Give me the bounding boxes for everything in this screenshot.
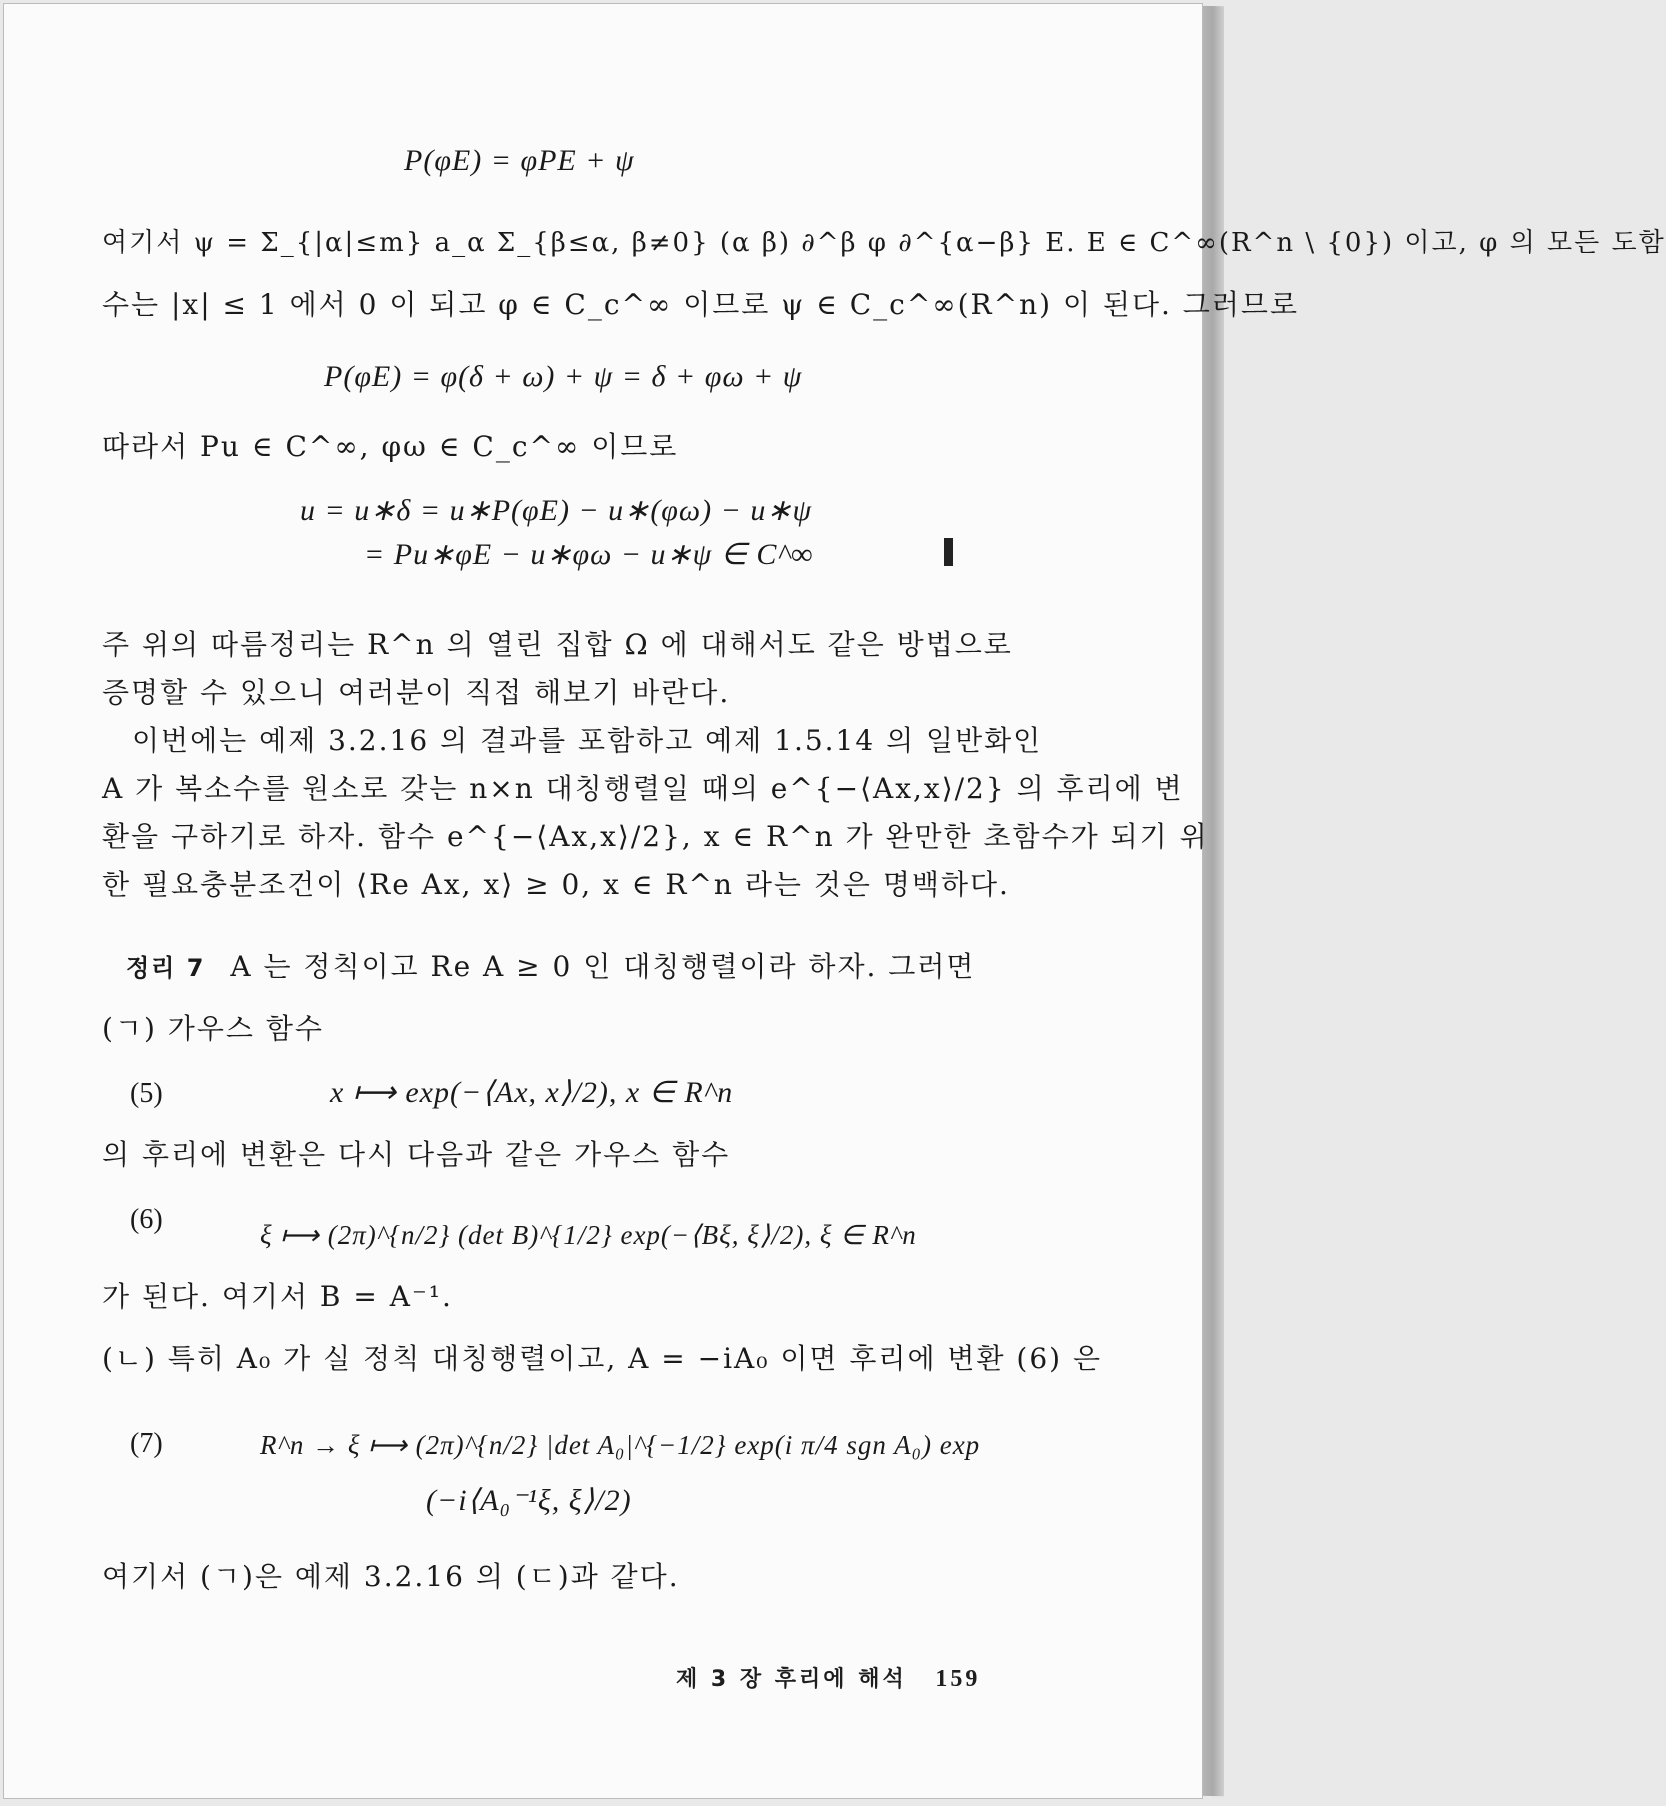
paragraph-line-3: 환을 구하기로 하자. 함수 e^{−⟨Ax,x⟩/2}, x ∈ R^n 가 완만한 초함수가 되기 위: [102, 820, 1209, 853]
equation-6: ξ ⟼ (2π)^{n/2} (det B)^{1/2} exp(−⟨Bξ, ξ⟩/2), ξ ∈ R^n: [260, 1220, 917, 1250]
chapter-title: 제 3 장 후리에 해석: [676, 1667, 907, 1692]
theorem-body: A 는 정칙이고 Re A ≥ 0 인 대칭행렬이라 하자. 그러면: [230, 950, 976, 983]
paragraph-line-1: 이번에는 예제 3.2.16 의 결과를 포함하고 예제 1.5.14 의 일반화인: [132, 724, 1043, 757]
theorem-part-b: (ㄴ) 특히 A₀ 가 실 정칙 대칭행렬이고, A = −iA₀ 이면 후리에 변환 (6) 은: [102, 1342, 1103, 1375]
text-line-4: 따라서 Pu ∈ C^∞, φω ∈ C_c^∞ 이므로: [102, 430, 679, 463]
theorem-heading: 정리 7: [126, 954, 206, 982]
theorem-statement: [126, 950, 975, 985]
equation-1: P(φE) = φPE + ψ: [404, 144, 635, 177]
equation-label-7: (7): [130, 1428, 163, 1459]
equation-7a: R^n → ξ ⟼ (2π)^{n/2} |det A₀|^{−1/2} exp(i π/4 sgn A₀) exp: [260, 1430, 981, 1460]
closing-line: 여기서 (ㄱ)은 예제 3.2.16 의 (ㄷ)과 같다.: [102, 1560, 680, 1593]
qed-mark: [944, 538, 953, 566]
equation-2: P(φE) = φ(δ + ω) + ψ = δ + φω + ψ: [324, 360, 803, 393]
text-line-3: 수는 |x| ≤ 1 에서 0 이 되고 φ ∈ C_c^∞ 이므로 ψ ∈ C_c^∞(R^n) 이 된다. 그러므로: [102, 288, 1299, 321]
page-number: 159: [935, 1666, 981, 1692]
book-page: [3, 3, 1666, 1799]
paragraph-line-2: A 가 복소수를 원소로 갖는 n×n 대칭행렬일 때의 e^{−⟨Ax,x⟩/2} 의 후리에 변: [102, 772, 1184, 805]
equation-3a: u = u∗δ = u∗P(φE) − u∗(φω) − u∗ψ: [300, 494, 813, 527]
remark-line-1: 주 위의 따름정리는 R^n 의 열린 집합 Ω 에 대해서도 같은 방법으로: [102, 628, 1013, 661]
equation-label-5: (5): [130, 1078, 163, 1109]
equation-7b: (−i⟨A₀⁻¹ξ, ξ⟩/2): [426, 1484, 632, 1517]
text-after-5: 의 후리에 변환은 다시 다음과 같은 가우스 함수: [102, 1138, 731, 1171]
page-footer: [676, 1662, 980, 1693]
equation-5: x ⟼ exp(−⟨Ax, x⟩/2), x ∈ R^n: [330, 1076, 734, 1109]
remark-line-2: 증명할 수 있으니 여러분이 직접 해보기 바란다.: [102, 676, 731, 709]
equation-3b: = Pu∗φE − u∗φω − u∗ψ ∈ C^∞: [364, 538, 814, 571]
theorem-part-a: (ㄱ) 가우스 함수: [102, 1012, 324, 1045]
equation-label-6: (6): [130, 1204, 163, 1235]
paragraph-line-4: 한 필요충분조건이 ⟨Re Ax, x⟩ ≥ 0, x ∈ R^n 라는 것은 명백하다.: [102, 868, 1010, 901]
text-line-2: 여기서 ψ = Σ_{|α|≤m} a_α Σ_{β≤α, β≠0} (α β) ∂^β φ ∂^{α−β} E. E ∈ C^∞(R^n \ {0}) 이고, φ 의 모든 도함: [102, 228, 1666, 258]
text-after-6: 가 된다. 여기서 B = A⁻¹.: [102, 1280, 453, 1313]
